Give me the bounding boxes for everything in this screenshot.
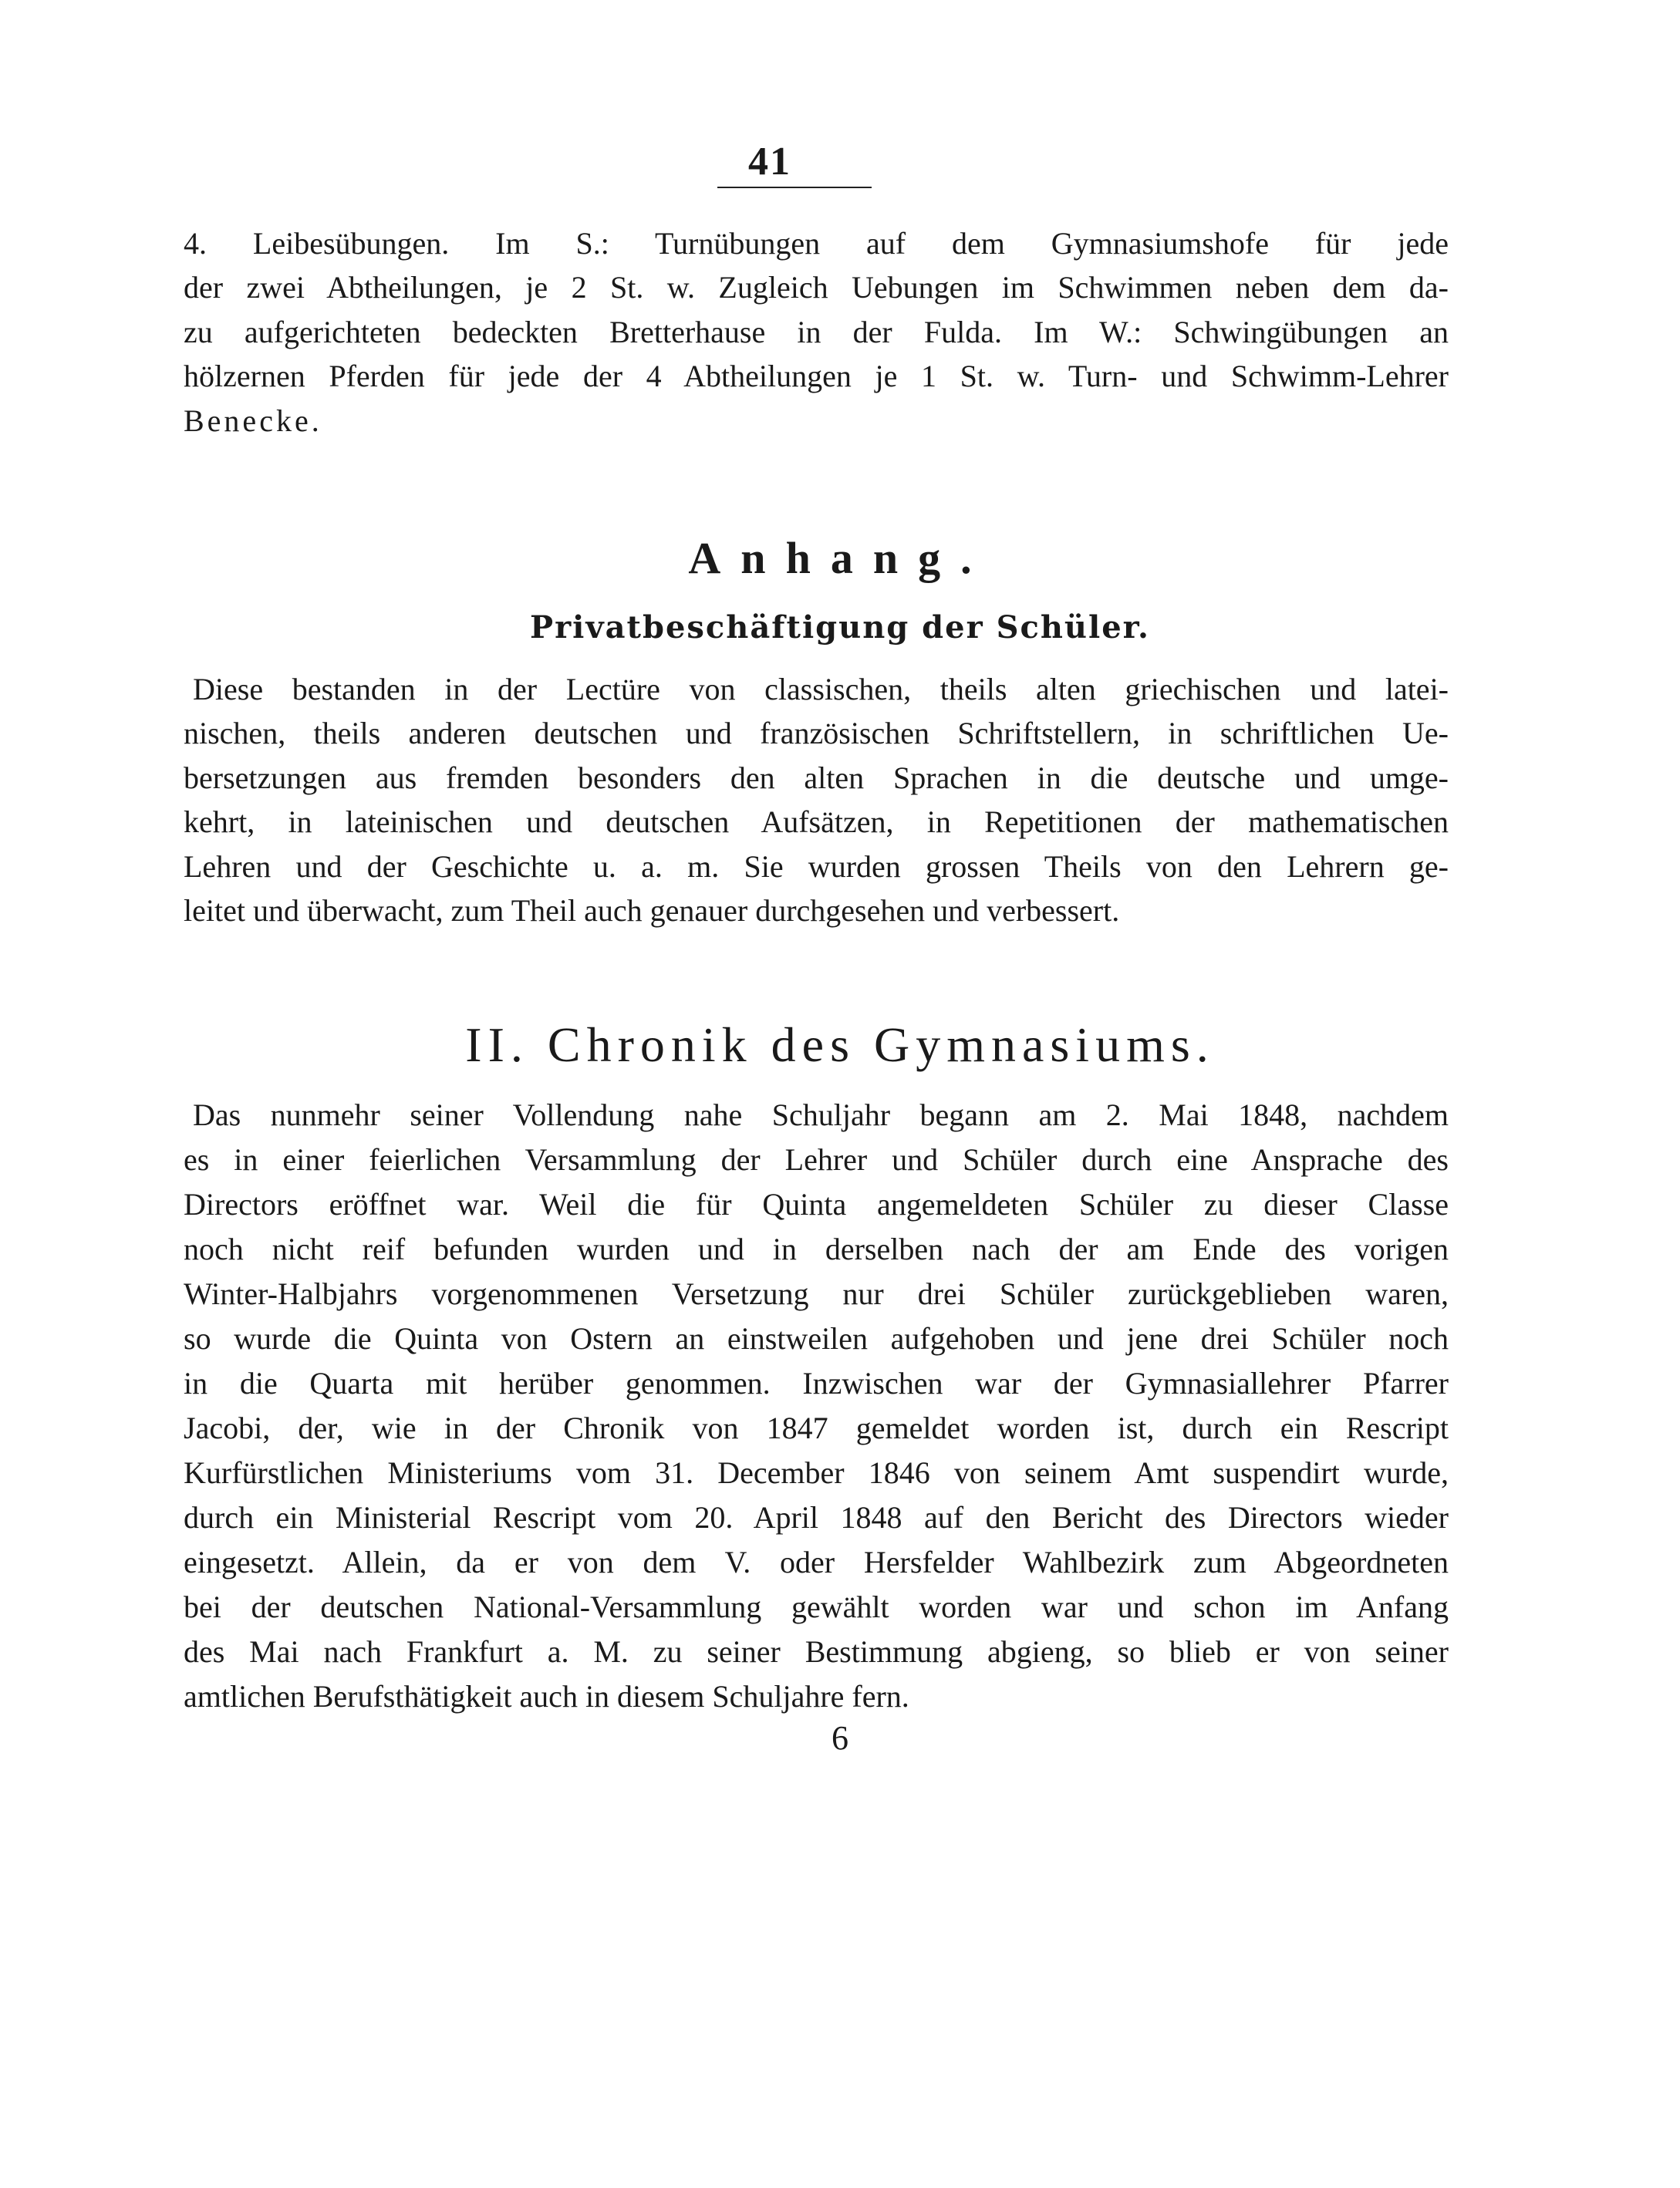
- chronik-line: Das nunmehr seiner Vollendung nahe Schuljahr begann am 2. Mai 1848, nachdem: [193, 1097, 1449, 1132]
- anhang-line: nischen, theils anderen deutschen und französischen Schriftstellern, in schriftlichen Ue-: [184, 716, 1449, 750]
- page-number: 41: [748, 140, 791, 184]
- chronik-line: des Mai nach Frankfurt a. M. zu seiner Bestimmung abgieng, so blieb er von seiner: [184, 1634, 1449, 1669]
- section-4-line: der zwei Abtheilungen, je 2 St. w. Zugleich Uebungen im Schwimmen neben dem da-: [184, 270, 1449, 305]
- anhang-line: leitet und überwacht, zum Theil auch genauer durchgesehen und verbessert.: [184, 893, 1120, 928]
- section-4-line: Benecke.: [184, 403, 322, 438]
- chronik-line: noch nicht reif befunden wurden und in derselben nach der am Ende des vorigen: [184, 1232, 1449, 1266]
- signature-mark: 6: [832, 1719, 848, 1757]
- anhang-heading: Anhang.: [688, 533, 992, 583]
- chronik-line: Winter-Halbjahrs vorgenommenen Versetzung nur drei Schüler zurückgeblieben waren,: [184, 1276, 1449, 1311]
- chronik-line: es in einer feierlichen Versammlung der Lehrer und Schüler durch eine Ansprache des: [184, 1142, 1449, 1177]
- section-4-line: hölzernen Pferden für jede der 4 Abtheilungen je 1 St. w. Turn- und Schwimm-Lehrer: [184, 359, 1449, 393]
- chronik-line: durch ein Ministerial Rescript vom 20. April 1848 auf den Bericht des Directors wieder: [184, 1500, 1449, 1535]
- section-4-line: zu aufgerichteten bedeckten Bretterhause in der Fulda. Im W.: Schwingübungen an: [184, 315, 1449, 349]
- chronik-line: Directors eröffnet war. Weil die für Quinta angemeldeten Schüler zu dieser Classe: [184, 1187, 1449, 1222]
- page-number-rule: [717, 187, 872, 188]
- anhang-line: kehrt, in lateinischen und deutschen Aufsätzen, in Repetitionen der mathematischen: [184, 804, 1449, 839]
- chronik-line: in die Quarta mit herüber genommen. Inzwischen war der Gymnasiallehrer Pfarrer: [184, 1366, 1449, 1401]
- chronik-line: Kurfürstlichen Ministeriums vom 31. December 1846 von seinem Amt suspendirt wurde,: [184, 1455, 1449, 1490]
- section-4-line: 4. Leibesübungen. Im S.: Turnübungen auf dem Gymnasiumshofe für jede: [184, 226, 1449, 261]
- chronik-line: eingesetzt. Allein, da er von dem V. oder Hersfelder Wahlbezirk zum Abgeordneten: [184, 1545, 1449, 1579]
- chronik-line: Jacobi, der, wie in der Chronik von 1847 gemeldet worden ist, durch ein Rescript: [184, 1411, 1449, 1445]
- anhang-line: Diese bestanden in der Lectüre von classischen, theils alten griechischen und latei-: [193, 672, 1449, 706]
- chronik-heading: II. Chronik des Gymnasiums.: [465, 1017, 1215, 1072]
- anhang-subheading: Privatbeschäftigung der Schüler.: [530, 609, 1150, 646]
- chronik-line: bei der deutschen National-Versammlung gewählt worden war und schon im Anfang: [184, 1590, 1449, 1624]
- chronik-line: so wurde die Quinta von Ostern an einstweilen aufgehoben und jene drei Schüler noch: [184, 1321, 1449, 1356]
- anhang-line: bersetzungen aus fremden besonders den alten Sprachen in die deutsche und umge-: [184, 760, 1449, 795]
- anhang-line: Lehren und der Geschichte u. a. m. Sie wurden grossen Theils von den Lehrern ge-: [184, 849, 1449, 884]
- chronik-line: amtlichen Berufsthätigkeit auch in diesem Schuljahre fern.: [184, 1679, 909, 1714]
